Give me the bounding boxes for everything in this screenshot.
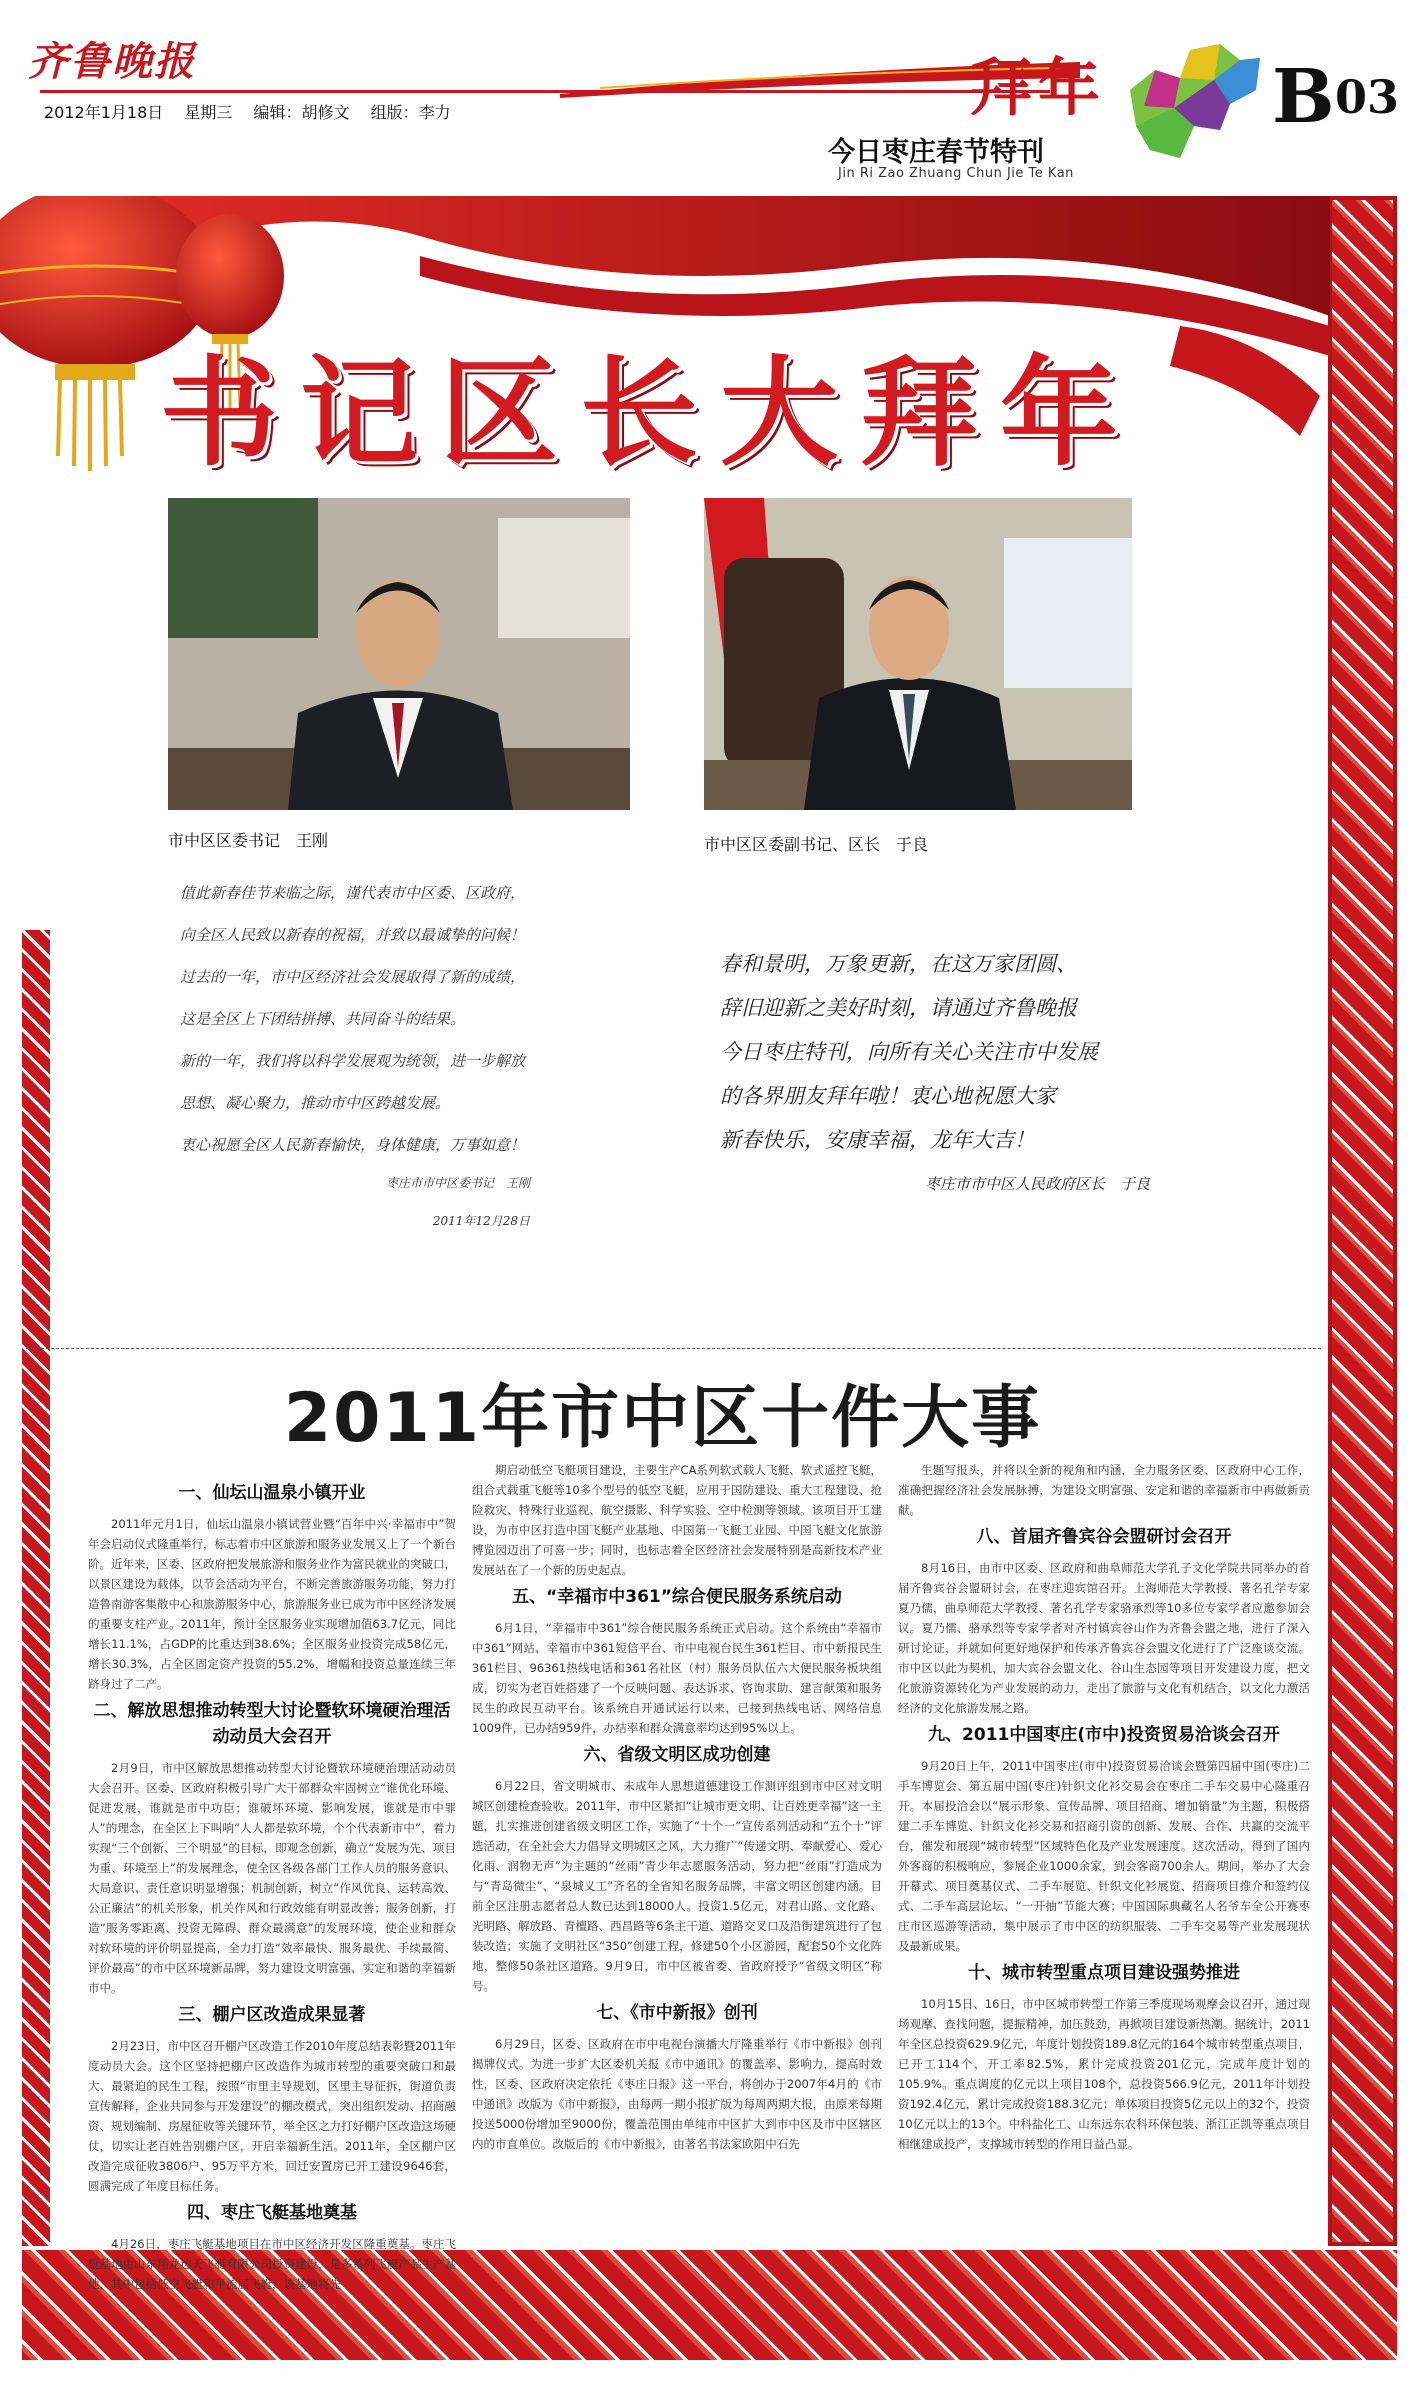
article-column-1 — [88, 1476, 456, 2294]
photo-wang-gang — [168, 498, 630, 810]
special-issue-pinyin: Jin Ri Zao Zhuang Chun Jie Te Kan — [838, 166, 1074, 181]
letter-signature: 枣庄市市中区委书记 王刚 — [385, 1176, 530, 1190]
item-heading: 六、省级文明区成功创建 — [583, 1745, 771, 1765]
article-column-3 — [898, 1460, 1310, 2154]
decorative-border-right — [1325, 196, 1397, 2246]
item-heading: 七、《市中新报》创刊 — [596, 2003, 758, 2023]
newspaper-logo: 齐鲁晚报 — [28, 38, 196, 85]
letter-line: 值此新春佳节来临之际，谨代表市中区委、区政府，向全区人民致以新春的祝福，并致以最诚挚的问候！ — [180, 884, 526, 944]
letter-line: 新春快乐，安康幸福，龙年大吉！ — [720, 1128, 1035, 1152]
item-heading: 二、解放思想推动转型大讨论暨软环境硬治理活动动员大会召开 — [93, 1701, 451, 1747]
handwritten-letter-1 — [180, 872, 530, 1242]
letter-line: 的各界朋友拜年啦！衷心地祝愿大家 — [720, 1084, 1056, 1108]
letter-signature: 枣庄市市中区人民政府区长 于良 — [924, 1175, 1150, 1193]
item-body: 4月26日，枣庄飞艇基地项目在市中区经济开发区隆重奠基。枣庄飞艇基地由山东翔龙达天飞艇有限公司投资建设，是多系列飞艇产品生产基地，其中包括低空飞艇和平流层飞艇，该基地将先 — [88, 2237, 456, 2291]
header-rule — [40, 90, 1050, 93]
item-heading: 四、枣庄飞艇基地奠基 — [187, 2203, 357, 2223]
item-body: 2月9日，市中区解放思想推动转型大讨论暨软环境硬治理活动动员大会召开。区委、区政府积极引导广大干部群众牢固树立“谁优化环境、促进发展，谁就是市中功臣；谁破坏环境、影响发展，谁就是市中罪人”的理念，在全区上下叫响“人人都是软环境，个个代表新市中”，着力实现“三个创新、三个明显”的目标，即观念创新，确立“发展为先、项目为重、环境至上”的发展理念，使全区各级各部门工作人员的服务意识、大局意识、责任意识明显增强；机制创新，树立“作风优良、运转高效、公正廉洁”的机关形象，机关作风和行政效能有明显改善；服务创新，打造“服务零距离、投资无障碍、群众最满意”的发展环境，使企业和群众对软环境的评价明显提高，全力打造“效率最快、服务最优、手续最简、评价最高”的市中区环境新品牌，努力建设文明富强、实定和谐的幸福新市中。 — [88, 1761, 456, 1995]
article-title: 2011年市中区十件大事 — [283, 1379, 1042, 1458]
letter-line: 春和景明，万象更新，在这万家团圆、 — [720, 952, 1077, 976]
photo-yu-liang — [704, 498, 1132, 810]
item-heading: 十、城市转型重点项目建设强势推进 — [968, 1963, 1240, 1983]
item-body: 6月29日，区委、区政府在市中电视台演播大厅隆重举行《市中新报》创刊揭牌仪式。为进一步扩大区委机关报《市中通讯》的覆盖率、影响力，提高时效性，区委、区政府决定依托《枣庄日报》这一平台，将创办于2007年4月的《市中通讯》改版为《市中新报》，由每两一期小报扩版为每周两期大报，由原来每期投送5000份增加至9000份，覆盖范围由单纯市中区扩大到市中区及市中区辖区内的市直单位。改版后的《市中新报》，由著名书法家欧阳中石先 — [472, 2037, 882, 2151]
letter-line: 衷心祝愿全区人民新春愉快，身体健康，万事如意！ — [180, 1136, 526, 1154]
article-column-2 — [472, 1460, 882, 2154]
item-body: 2月23日，市中区召开棚户区改造工作2010年度总结表彰暨2011年度动员大会。这个区坚持把棚户区改造作为城市转型的重要突破口和最大、最紧迫的民生工程，按照“市里主导规划，区里主导征拆，街道负责宣传解释，企业共同参与开发建设”的棚改模式，突出组织发动、招商融资、规划编制、房屋征收等关键环节，举全区之力打好棚户区改造这场硬仗，切实让老百姓告别棚户区，开启幸福新生活。2011年，全区棚户区改造完成征收3806户、95万平方米，回迁安置房已开工建设9646套，圆满完成了年度目标任务。 — [88, 2039, 456, 2193]
letter-date: 2011年12月28日 — [432, 1214, 530, 1228]
item-body: 生题写报头，并将以全新的视角和内涵，全力服务区委、区政府中心工作，准确把握经济社会发展脉搏，为建设文明富强、安定和谐的幸福新市中再做新贡献。 — [898, 1463, 1310, 1517]
shandong-map-icon — [1110, 30, 1270, 180]
page-letter: B — [1272, 54, 1335, 140]
item-body: 8月16日，由市中区委、区政府和曲阜师范大学孔子文化学院共同举办的首届齐鲁宾谷会盟研讨会，在枣庄迎宾馆召开。上海师范大学教授、著名孔学专家夏乃儒，曲阜师范大学教授、著名孔学专家骆承烈等10多位专家学者应邀参加会议。夏乃儒、骆承烈等专家学者对齐村镇宾谷山作为齐鲁会盟之地，进行了深入研讨论证，并就如何更好地保护和传承齐鲁宾谷会盟文化进行了广泛座谈交流。市中区以此为契机，加大宾谷会盟文化、谷山生态园等项目开发建设力度，把文化旅游资源转化为产业发展的动力，走出了旅游与文化有机结合，以文化力激活经济的文化旅游发展之路。 — [898, 1561, 1310, 1715]
banner-title: 书记区长大拜年 — [160, 343, 1141, 482]
item-body: 9月20日上午，2011中国枣庄(市中)投资贸易洽谈会暨第四届中国(枣庄)二手车博览会、第五届中国(枣庄)针织文化衫交易会在枣庄二手车交易中心隆重召开。本届投洽会以“展示形象、宣传品牌、项目招商、增加销量”为主题，积极搭建二手车博览、针织文化衫交易和招商引资的创新、发展、合作、共赢的交流平台，催发和展现“城市转型”区域特色化及产业发展速度。这次活动，得到了国内外客商的积极响应，参展企业1000余家，到会客商700余人。期间，举办了大会开幕式、项目奠基仪式、二手车展览、针织文化衫展览、招商项目推介和签约仪式、二手车高层论坛、“一开抽”节能大赛；中国国际典藏名人名爷车全公开赛枣庄市区巡游等活动，集中展示了市中区的纺织服装、二手车交易等产业发展现状及最新成果。 — [898, 1759, 1310, 1953]
section-heading: 拜年 — [970, 51, 1107, 124]
item-heading: 三、棚户区改造成果显著 — [178, 2005, 366, 2025]
item-heading: 九、2011中国枣庄(市中)投资贸易洽谈会召开 — [928, 1725, 1280, 1745]
decorative-border-left — [22, 930, 50, 2246]
page-number: 03 — [1335, 70, 1400, 124]
special-issue-title: 今日枣庄春节特刊 — [828, 137, 1044, 168]
item-body: 2011年元月1日，仙坛山温泉小镇试营业暨“百年中兴·幸福市中”贺年会启动仪式隆重举行，标志着市中区旅游和服务业发展又上了一个新台阶。近年来，区委、区政府把发展旅游和服务业作为富民就业的突破口，以景区建设为载体，以节会活动为平台，不断完善旅游服务功能，努力打造鲁南游客集散中心和旅游服务中心，旅游服务业已成为市中区经济发展的重要支柱产业。2011年，预计全区服务业实现增加值63.7亿元，同比增长11.1%，占GDP的比重达到38.6%；全区服务业投资完成58亿元，增长30.3%，占全区固定资产投资的55.2%，增幅和投资总量连续三年跻身过了二产。 — [88, 1517, 456, 1691]
date-text: 2012年1月18日 — [44, 103, 164, 122]
editor-text: 编辑：胡修文 — [253, 103, 350, 122]
section-divider — [26, 1348, 1321, 1349]
photo-caption-2: 市中区区委副书记、区长 于良 — [704, 835, 929, 854]
item-body: 6月1日，“幸福市中361”综合便民服务系统正式启动。这个系统由“幸福市中361”网站、幸福市中361短信平台、市中电视台民生361栏目、市中新报民生361栏目、96361热线电话和361名社区（村）服务员队伍六大便民服务板块组成，切实为老百姓搭建了一个反映问题、表达诉求、咨询求助、建言献策和服务民生的政民互动平台。该系统自开通试运行以来，已接到热线电话、网络信息1009件，已办结959件，办结率和群众满意率均达到95%以上。 — [472, 1621, 882, 1735]
item-body: 期启动低空飞艇项目建设，主要生产CA系列软式载人飞艇、软式遥控飞艇，组合式载重飞艇等10多个型号的低空飞艇，应用于国防建设、重大工程建设、抢险救灾、特殊行业巡视、航空摄影、科学实验、空中检测等领域。该项目开工建设，为市中区打造中国飞艇产业基地、中国第一飞艇工业园、中国飞艇文化旅游博览园迈出了可喜一步；同时，也标志着全区经济社会发展特别是高新技术产业发展站在了一个新的历史起点。 — [472, 1463, 882, 1577]
letter-line: 过去的一年，市中区经济社会发展取得了新的成绩，这是全区上下团结拼搏、共同奋斗的结果。 — [180, 968, 526, 1028]
layout-text: 组版：李力 — [370, 103, 451, 122]
item-heading: 八、首届齐鲁宾谷会盟研讨会召开 — [976, 1527, 1232, 1547]
item-heading: 一、仙坛山温泉小镇开业 — [178, 1483, 366, 1503]
weekday-text: 星期三 — [184, 103, 233, 122]
item-body: 10月15日、16日，市中区城市转型工作第三季度现场观摩会议召开，通过现场观摩、查找问题，提振精神，加压鼓劲，再掀项目建设新热潮。据统计，2011年全区总投资629.9亿元，年度计划投资189.8亿元的164个城市转型重点项目，已开工114个，开工率82.5%，累计完成投资201亿元，完成年度计划的105.9%。重点调度的亿元以上项目108个，总投资566.9亿元，2011年计划投资192.4亿元，累计完成投资188.3亿元；单体项目投资5亿元以上的32个，投资10亿元以上的13个。中科盐化工、山东远东农科环保包装、浙江正凯等重点项目相继建成投产，支撑城市转型的作用日益凸显。 — [898, 1997, 1310, 2151]
photo-caption-1: 市中区区委书记 王刚 — [168, 831, 329, 850]
letter-line: 今日枣庄特刊，向所有关心关注市中发展 — [720, 1040, 1098, 1064]
letter-line: 新的一年，我们将以科学发展观为统领，进一步解放思想、凝心聚力，推动市中区跨越发展。 — [180, 1052, 526, 1112]
item-body: 6月22日，省文明城市、未成年人思想道德建设工作测评组到市中区对文明城区创建检查验收。2011年，市中区紧扣“让城市更文明、让百姓更幸福”这一主题，扎实推进创建省级文明区工作，实施了“十个一”宣传系列活动和“五个十”评选活动，在全社会大力倡导文明城区之风，大力推广“传递文明、奉献爱心、爱心化雨、润物无声”为主题的“丝雨”青少年志愿服务活动，努力把“丝雨”打造成为与“青岛微尘”、“泉城义工”齐名的全省知名服务品牌，丰富文明区创建内涵。目前全区注册志愿者总人数已达到18000人。投资1.5亿元，对君山路、文化路、光明路、解放路、青檀路、西昌路等6条主干道、道路交叉口及沿街建筑进行了包装改造；实施了文明社区“350”创建工程，修建50个小区游园，配套50个文化阵地，整修50条社区道路。9月9日，市中区被省委、省政府授予“省级文明区”称号。 — [472, 1779, 882, 1993]
item-heading: 五、“幸福市中361”综合便民服务系统启动 — [512, 1587, 842, 1607]
letter-line: 辞旧迎新之美好时刻，请通过齐鲁晚报 — [720, 996, 1077, 1020]
handwritten-letter-2 — [720, 942, 1150, 1206]
header-meta — [44, 100, 467, 123]
